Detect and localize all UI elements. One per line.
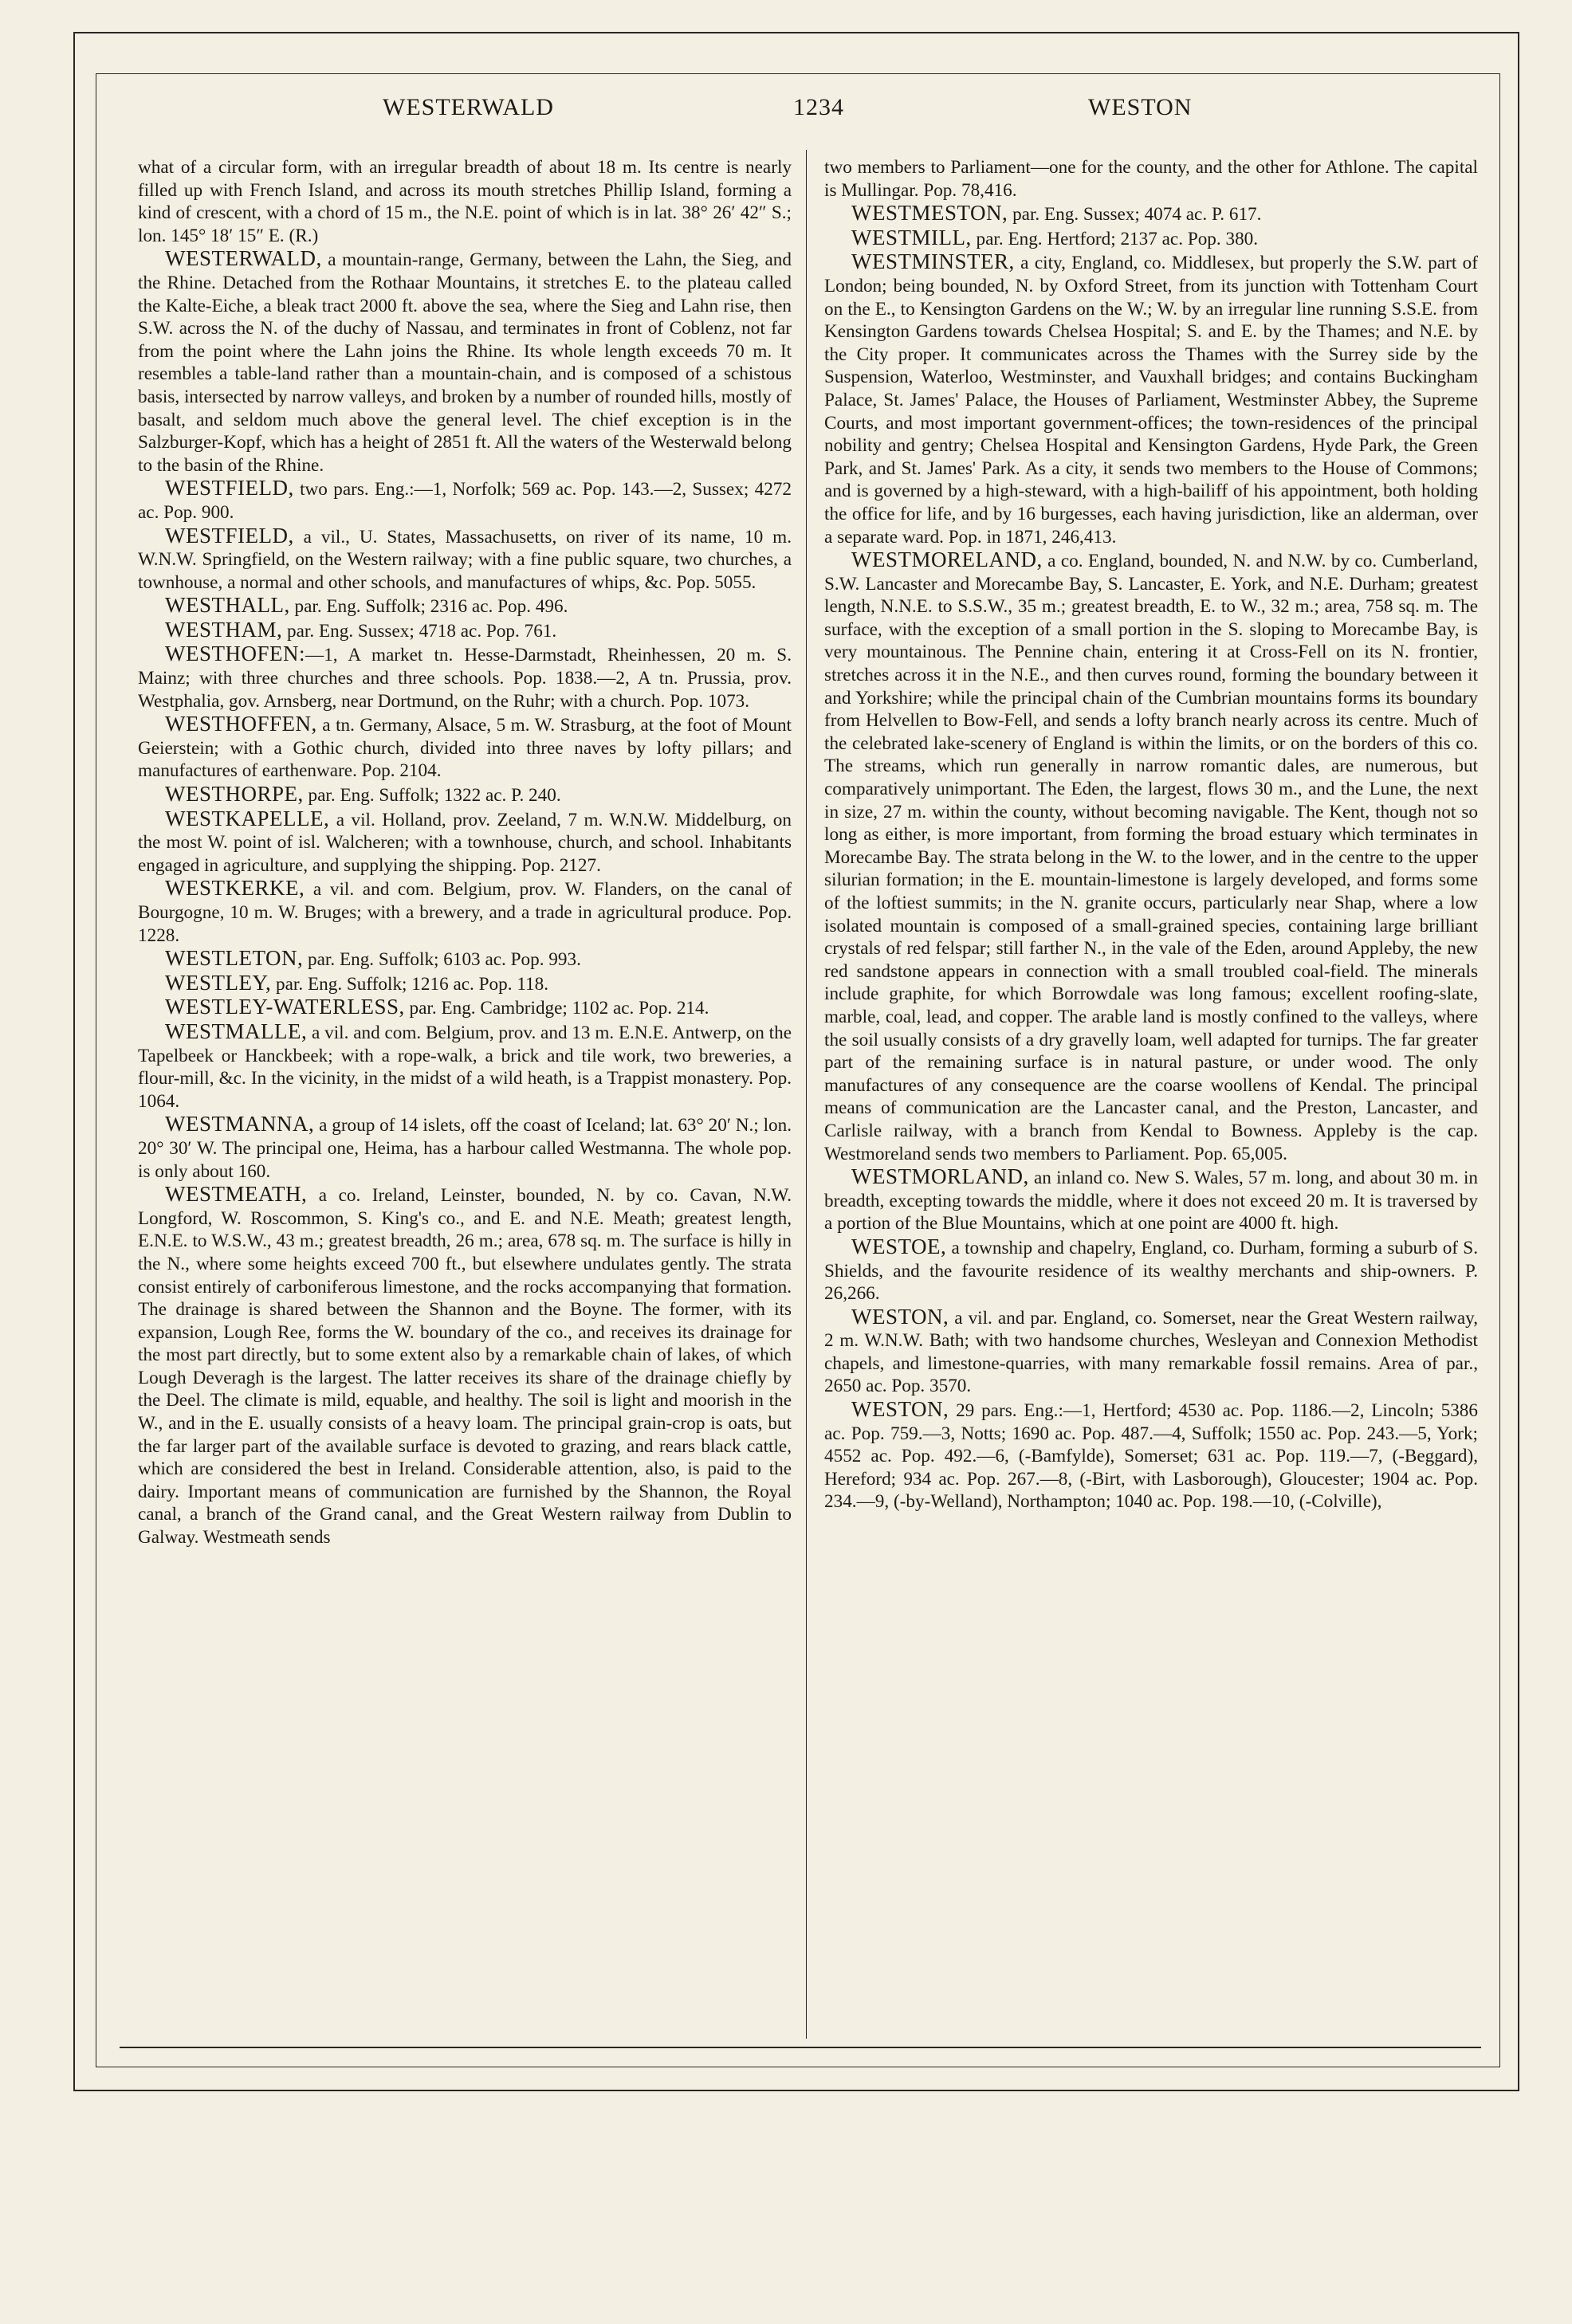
entry-text: a township and chapelry, England, co. Durham, forming a suburb of S. Shields, and the favourite residence of its wealthy merchants and ship-owners. P. 26,266. [824, 1237, 1478, 1305]
entry-text: a tn. Germany, Alsace, 5 m. W. Strasburg, at the foot of Mount Geierstein; with a Gothic church, divided into three naves by lofty pillars; and manufactures of earthenware. Pop. 2104. [138, 715, 792, 782]
column-divider [806, 150, 807, 2039]
gazetteer-entry [824, 202, 1478, 226]
running-header [120, 94, 1475, 134]
gazetteer-entry [138, 247, 792, 477]
entry-text: what of a circular form, with an irregular breadth of about 18 m. Its centre is nearly filled up with French Island, and across its mouth stretches Phillip Island, forming a kind of crescent, with a chord of 15 m., the N.E. point of which is in lat. 38° 26′ 42″ S.; lon. 145° 18′ 15″ E. (R.) [138, 157, 792, 246]
gazetteer-entry [824, 250, 1478, 548]
gazetteer-entry [138, 783, 792, 807]
entry-headword: WESTHORPE, [165, 782, 304, 807]
entry-headword: WESTLEY-WATERLESS, [165, 995, 405, 1019]
entry-text: a city, England, co. Middlesex, but properly the S.W. part of London; being bounded, N. by Oxford Street, from its junction with Tottenham Court on the E., to Kensington Gardens on the W.; W. by an irregular line running S.S.E. from Kensington Gardens towards Chelsea Hospital; S. and E. by the Thames; and N.E. by the City proper. It communicates across the Thames with the Surrey side by the Suspension, Waterloo, Westminster, and Vauxhall bridges; and contains Buckingham Palace, St. James' Palace, the Houses of Parliament, Westminster Abbey, the Supreme Courts, and most important government-offices; the town-residences of the principal nobility and gentry; Chelsea Hospital and Kensington Gardens, Hyde Park, the Green Park, and St. James' Park. As a city, it sends two members to the House of Commons; and is governed by a high-steward, with a high-bailiff of his appointment, both holding the office for life, and by 16 burgesses, each having jurisdiction, like an alderman, over a separate ward. Pop. in 1871, 246,413. [824, 253, 1478, 548]
gazetteer-entry [138, 995, 792, 1020]
entry-headword: WESTHAM, [165, 617, 283, 642]
entry-text: par. Eng. Suffolk; 6103 ac. Pop. 993. [303, 949, 581, 971]
entry-text: a co. England, bounded, N. and N.W. by co. Cumberland, S.W. Lancaster and Morecambe Bay, S. Lancaster, E. York, and N.E. Durham; greatest length, N.N.E. to S.S.W., 35 m.; greatest breadth, E. to W., 32 m.; area, 758 sq. m. The surface, with the exception of a small portion in the S. sloping to Morecambe Bay, is very mountainous. The Pennine chain, entering it at Cross-Fell on its N. frontier, stretches across it in the N.E., and then curves round, forming the boundary between it and Yorkshire; while the principal chain of the Cumbrian mountains forms its boundary from Helvellen to Bow-Fell, and sends a lofty branch nearly across its centre. Much of the celebrated lake-scenery of England is within the limits, or on the borders of this co. The streams, which run generally in narrow romantic dales, are numerous, but comparatively unimportant. The Eden, the largest, flows 30 m., and the Lune, the next in size, 27 m. within the county, without becoming navigable. The Kent, though not so long as either, is more important, from forming the broad estuary which terminates in Morecambe Bay. The strata belong in the W. to the lower, and in the centre to the upper silurian formation; in the E. mountain-limestone is largely developed, and forms some of the loftiest summits; in the N. granite occurs, particularly near Shap, where a low isolated mountain is composed of a small-grained species, containing large brilliant crystals of red felspar; still farther N., in the vale of the Eden, around Appleby, the new red sandstone appears in connection with a small troubled coal-field. The minerals include graphite, for which Borrowdale was long famous; excellent roofing-slate, marble, coal, lead, and copper. The arable land is mostly confined to the valleys, where the soil usually consists of a dry gravelly loam, well adapted for turnips. The far greater part of the remaining surface is in natural pasture, or under wood. The only manufactures of any consequence are the coarse woollens of Kendal. The principal means of communication are the Lancaster canal, and the Preston, Lancaster, and Carlisle railway, with a branch from Kendal to Bowness. Appleby is the cap. Westmoreland sends two members to Parliament. Pop. 65,005. [824, 551, 1478, 1164]
gazetteer-entry [138, 1183, 792, 1549]
gazetteer-entry [138, 594, 792, 618]
gazetteer-entry [138, 618, 792, 643]
entry-text: par. Eng. Suffolk; 1216 ac. Pop. 118. [271, 973, 549, 995]
page-number: 1234 [793, 94, 844, 120]
gazetteer-entry [138, 477, 792, 524]
header-right-word: WESTON [1088, 94, 1193, 120]
entry-headword: WESTMALLE, [165, 1019, 308, 1043]
gazetteer-entry [138, 877, 792, 947]
left-column [138, 156, 792, 1549]
header-left-word: WESTERWALD [383, 94, 554, 120]
entry-text: par. Eng. Sussex; 4074 ac. P. 617. [1008, 204, 1262, 226]
entry-text: par. Eng. Suffolk; 2316 ac. Pop. 496. [289, 596, 568, 618]
gazetteer-entry [138, 947, 792, 972]
entry-text: two pars. Eng.:—1, Norfolk; 569 ac. Pop. 143.—2, Sussex; 4272 ac. Pop. 900. [138, 479, 792, 523]
gazetteer-entry [824, 1398, 1478, 1513]
entry-text: 29 pars. Eng.:—1, Hertford; 4530 ac. Pop. 1186.—2, Lincoln; 5386 ac. Pop. 759.—3, Notts; 1690 ac. Pop. 487.—4, Suffolk; 1550 ac. Pop. 243.—5, York; 4552 ac. Pop. 492.—6, (-Bamfylde), Somerset; 631 ac. Pop. 119.—7, (-Beggard), Hereford; 934 ac. Pop. 267.—8, (-Birt, with Lasborough), Gloucester; 1904 ac. Pop. 234.—9, (-by-Welland), Northampton; 1040 ac. Pop. 198.—10, (-Colville), [824, 1400, 1478, 1513]
entry-text: par. Eng. Hertford; 2137 ac. Pop. 380. [971, 228, 1259, 249]
entry-text: —1, A market tn. Hesse-Darmstadt, Rheinhessen, 20 m. S. Mainz; with three churches and three schools. Pop. 1838.—2, A tn. Prussia, prov. Westphalia, gov. Arnsberg, near Dortmund, on the Ruhr; with a church. Pop. 1073. [138, 645, 792, 712]
gazetteer-entry [138, 807, 792, 877]
entry-headword: WESTHALL, [165, 593, 290, 618]
entry-text: a vil. Holland, prov. Zeeland, 7 m. W.N.W. Middelburg, on the most W. point of isl. Walcheren; with a townhouse, church, and school. Inhabitants engaged in agriculture, and supplying the shipping. Pop. 2127. [138, 809, 792, 876]
right-column [824, 156, 1478, 1513]
entry-text: a vil. and com. Belgium, prov. and 13 m. E.N.E. Antwerp, on the Tapelbeek or Hanckbeek; with a rope-walk, a brick and tile work, two breweries, a flour-mill, &c. In the vicinity, in the midst of a wild heath, is a Trappist monastery. Pop. 1064. [138, 1022, 792, 1112]
entry-text: a co. Ireland, Leinster, bounded, N. by co. Cavan, N.W. Longford, W. Roscommon, S. King's co., and E. and N.E. Meath; greatest length, E.N.E. to W.S.W., 43 m.; greatest breadth, 26 m.; area, 678 sq. m. The surface is hilly in the N., where some heights exceed 700 ft., but elsewhere undulates gently. The strata consist entirely of carboniferous limestone, and the rocks accompanying that formation. The drainage is shared between the Shannon and the Boyne. The former, with its expansion, Lough Ree, forms the W. boundary of the co., and receives its drainage for the most part directly, but to some extent also by a remarkable chain of lakes, of which Lough Deveragh is the largest. The latter receives its share of the drainage chiefly by the Deel. The climate is mild, equable, and healthy. The soil is light and moorish in the W., and in the E. usually consists of a heavy loam. The principal grain-crop is oats, but the far larger part of the available surface is devoted to grazing, and rears black cattle, which are considered the best in Ireland. Considerable attention, also, is paid to the dairy. Important means of communication are furnished by the Shannon, the Royal canal, a branch of the Grand canal, and the Great Western railway from Dublin to Galway. Westmeath sends [138, 1185, 792, 1549]
entry-text: a vil. and com. Belgium, prov. W. Flanders, on the canal of Bourgogne, 10 m. W. Bruges; with a brewery, and a trade in agricultural produce. Pop. 1228. [138, 879, 792, 946]
entry-text: par. Eng. Suffolk; 1322 ac. P. 240. [303, 785, 561, 807]
entry-headword: WESTFIELD, [165, 476, 294, 501]
entry-text: par. Eng. Sussex; 4718 ac. Pop. 761. [282, 620, 557, 642]
entry-headword: WESTLEY, [165, 970, 272, 995]
entry-headword: WESTMORELAND, [851, 548, 1043, 572]
entry-headword: WESTLETON, [165, 946, 304, 971]
entry-headword: WESTFIELD, [165, 523, 294, 548]
gazetteer-entry [138, 713, 792, 783]
gazetteer-entry [138, 972, 792, 996]
entry-headword: WESTMORLAND, [851, 1164, 1029, 1189]
gazetteer-entry [138, 524, 792, 595]
gazetteer-entry [138, 1020, 792, 1113]
gazetteer-entry [824, 226, 1478, 251]
entry-headword: WESTERWALD, [165, 246, 322, 271]
entry-headword: WESTHOFEN: [165, 642, 305, 666]
entry-headword: WESTMANNA, [165, 1112, 315, 1136]
entry-text: par. Eng. Cambridge; 1102 ac. Pop. 214. [404, 998, 709, 1019]
gazetteer-entry [824, 1305, 1478, 1398]
entry-text: a vil., U. States, Massachusetts, on river of its name, 10 m. W.N.W. Springfield, on the Western railway; with a fine public square, two churches, a townhouse, a normal and other schools, and manufactures of whips, &c. Pop. 5055. [138, 526, 792, 593]
entry-headword: WESTON, [851, 1397, 949, 1422]
entry-headword: WESTHOFFEN, [165, 712, 317, 736]
entry-text: a mountain-range, Germany, between the Lahn, the Sieg, and the Rhine. Detached from the Rothaar Mountains, it stretches E. to the plateau called the Kalte-Eiche, a bleak tract 2000 ft. above the sea, where the Sieg and Lahn rise, then S.W. across the N. of the duchy of Nassau, and terminates in front of Coblenz, not far from the point where the Lahn joins the Rhine. Its whole length exceeds 70 m. It resembles a table-land rather than a mountain-chain, and is composed of a schistous basis, intersected by narrow valleys, and broken by a number of rounded hills, mostly of basalt, and seldom much above the general level. The chief exception is in the Salzburger-Kopf, which has a height of 2851 ft. All the waters of the Westerwald belong to the basin of the Rhine. [138, 249, 792, 476]
gazetteer-entry [824, 1165, 1478, 1235]
entry-text: a group of 14 islets, off the coast of Iceland; lat. 63° 20′ N.; lon. 20° 30′ W. The principal one, Heima, has a harbour called Westmanna. The whole pop. is only about 160. [138, 1115, 792, 1182]
entry-text: a vil. and par. England, co. Somerset, near the Great Western railway, 2 m. W.N.W. Bath; with two handsome churches, Wesleyan and Connexion Methodist chapels, and limestone-quarries, with many remarkable fossil remains. Area of par., 2650 ac. Pop. 3570. [824, 1307, 1478, 1397]
entry-headword: WESTMILL, [851, 225, 972, 249]
entry-headword: WESTKERKE, [165, 876, 305, 901]
gazetteer-entry [824, 548, 1478, 1165]
entry-headword: WESTMESTON, [851, 201, 1008, 226]
entry-headword: WESTON, [851, 1304, 949, 1329]
entry-headword: WESTMINSTER, [851, 249, 1015, 274]
entry-text: an inland co. New S. Wales, 57 m. long, and about 30 m. in breadth, excepting towards the middle, where it does not exceed 20 m. It is traversed by a portion of the Blue Mountains, which at one point are 4000 ft. high. [824, 1168, 1478, 1235]
gazetteer-entry [138, 642, 792, 713]
bottom-rule [120, 2047, 1481, 2048]
entry-headword: WESTOE, [851, 1234, 947, 1258]
gazetteer-entry [138, 156, 792, 247]
gazetteer-entry [824, 1235, 1478, 1305]
entry-headword: WESTMEATH, [165, 1182, 308, 1207]
entry-headword: WESTKAPELLE, [165, 806, 330, 830]
entry-text: two members to Parliament—one for the county, and the other for Athlone. The capital is Mullingar. Pop. 78,416. [824, 157, 1478, 201]
gazetteer-entry [138, 1113, 792, 1183]
gazetteer-entry [824, 156, 1478, 202]
